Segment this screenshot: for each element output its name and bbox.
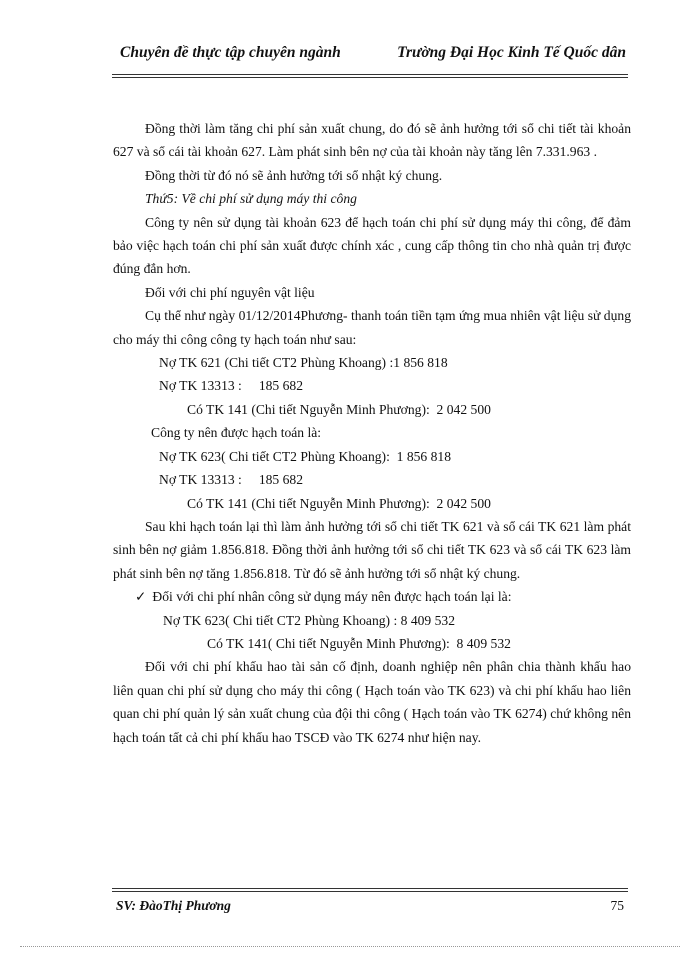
checklist-labor-cost [113, 585, 631, 608]
entry-debit-13313-corrected: Nợ TK 13313 : 185 682 [159, 472, 304, 488]
header-report-title: Chuyên đề thực tập chuyên ngành [120, 44, 341, 61]
checklist-labor-cost-text: Đối với chi phí nhân công sử dụng máy nên được hạch toán lại là: [152, 589, 512, 605]
header-university: Trường Đại Học Kinh Tế Quốc dân [397, 44, 626, 61]
entry-debit-13313: Nợ TK 13313 : 185 682 [159, 378, 304, 394]
page-header [112, 38, 628, 78]
paragraph-general-journal: Đồng thời từ đó nó sẽ ảnh hưởng tới sổ nhật ký chung. [145, 167, 443, 183]
document-body [113, 117, 631, 749]
entry-debit-621: Nợ TK 621 (Chi tiết CT2 Phùng Khoang) :1 856 818 [159, 355, 448, 371]
section-heading-machine-cost: Thứ5: Về chi phí sử dụng máy thi công [145, 191, 357, 207]
footer-page-number: 75 [610, 898, 624, 913]
checkmark-icon: ✓ [135, 589, 147, 605]
paragraph-depreciation: Đối với chi phí khấu hao tài sản cố định, doanh nghiệp nên phân chia thành khấu hao liên quan chi phí sử dụng cho máy thi công ( Hạch toán vào TK 623) và chi phí khấu hao liên quan chi phí quản lý sản xuất chung của đội thi công ( Hạch toán vào TK 6274) chứ không nên hạch toán tất cả chi phí khấu hao TSCĐ vào TK 6274 như hiện nay. [113, 659, 631, 745]
entry-credit-141: Có TK 141 (Chi tiết Nguyễn Minh Phương): 2 042 500 [187, 401, 491, 417]
page-bottom-divider [20, 946, 680, 947]
entry-labor-debit-623: Nợ TK 623( Chi tiết CT2 Phùng Khoang) : 8 409 532 [163, 612, 456, 628]
entry-credit-141-corrected: Có TK 141 (Chi tiết Nguyễn Minh Phương): 2 042 500 [187, 495, 491, 511]
entry-labor-credit-141: Có TK 141( Chi tiết Nguyễn Minh Phương): 8 409 532 [207, 635, 511, 651]
paragraph-account-623: Công ty nên sử dụng tài khoản 623 để hạch toán chi phí sử dụng máy thi công, để đảm bảo việc hạch toán chi phí sản xuất được chính xác , cung cấp thông tin cho nhà quản trị được đúng đắn hơn. [113, 214, 631, 277]
subheading-material-cost: Đối với chi phí nguyên vật liệu [145, 284, 315, 300]
entry-debit-623: Nợ TK 623( Chi tiết CT2 Phùng Khoang): 1 856 818 [159, 448, 452, 464]
page-footer [112, 888, 628, 918]
paragraph-should-record: Công ty nên được hạch toán là: [151, 425, 322, 441]
paragraph-increase-overhead: Đồng thời làm tăng chi phí sản xuất chung, do đó sẽ ảnh hưởng tới sổ chi tiết tài khoản 627 và sổ cái tài khoản 627. Làm phát sinh bên nợ của tài khoản này tăng lên 7.331.963 . [113, 121, 631, 160]
paragraph-example: Cụ thể như ngày 01/12/2014Phương- thanh toán tiền tạm ứng mua nhiên vật liệu sử dụng cho máy thi công công ty hạch toán như sau: [113, 308, 631, 347]
footer-student-name: SV: ĐàoThị Phương [116, 898, 231, 913]
paragraph-after-correction: Sau khi hạch toán lại thì làm ảnh hưởng tới sổ chi tiết TK 621 và sổ cái TK 621 làm phát sinh bên nợ giảm 1.856.818. Đồng thời ảnh hưởng tới sổ chi tiết TK 623 và sổ cái TK 623 làm phát sinh bên nợ tăng 1.856.818. Từ đó sẽ ảnh hưởng tới sổ nhật ký chung. [113, 518, 631, 581]
